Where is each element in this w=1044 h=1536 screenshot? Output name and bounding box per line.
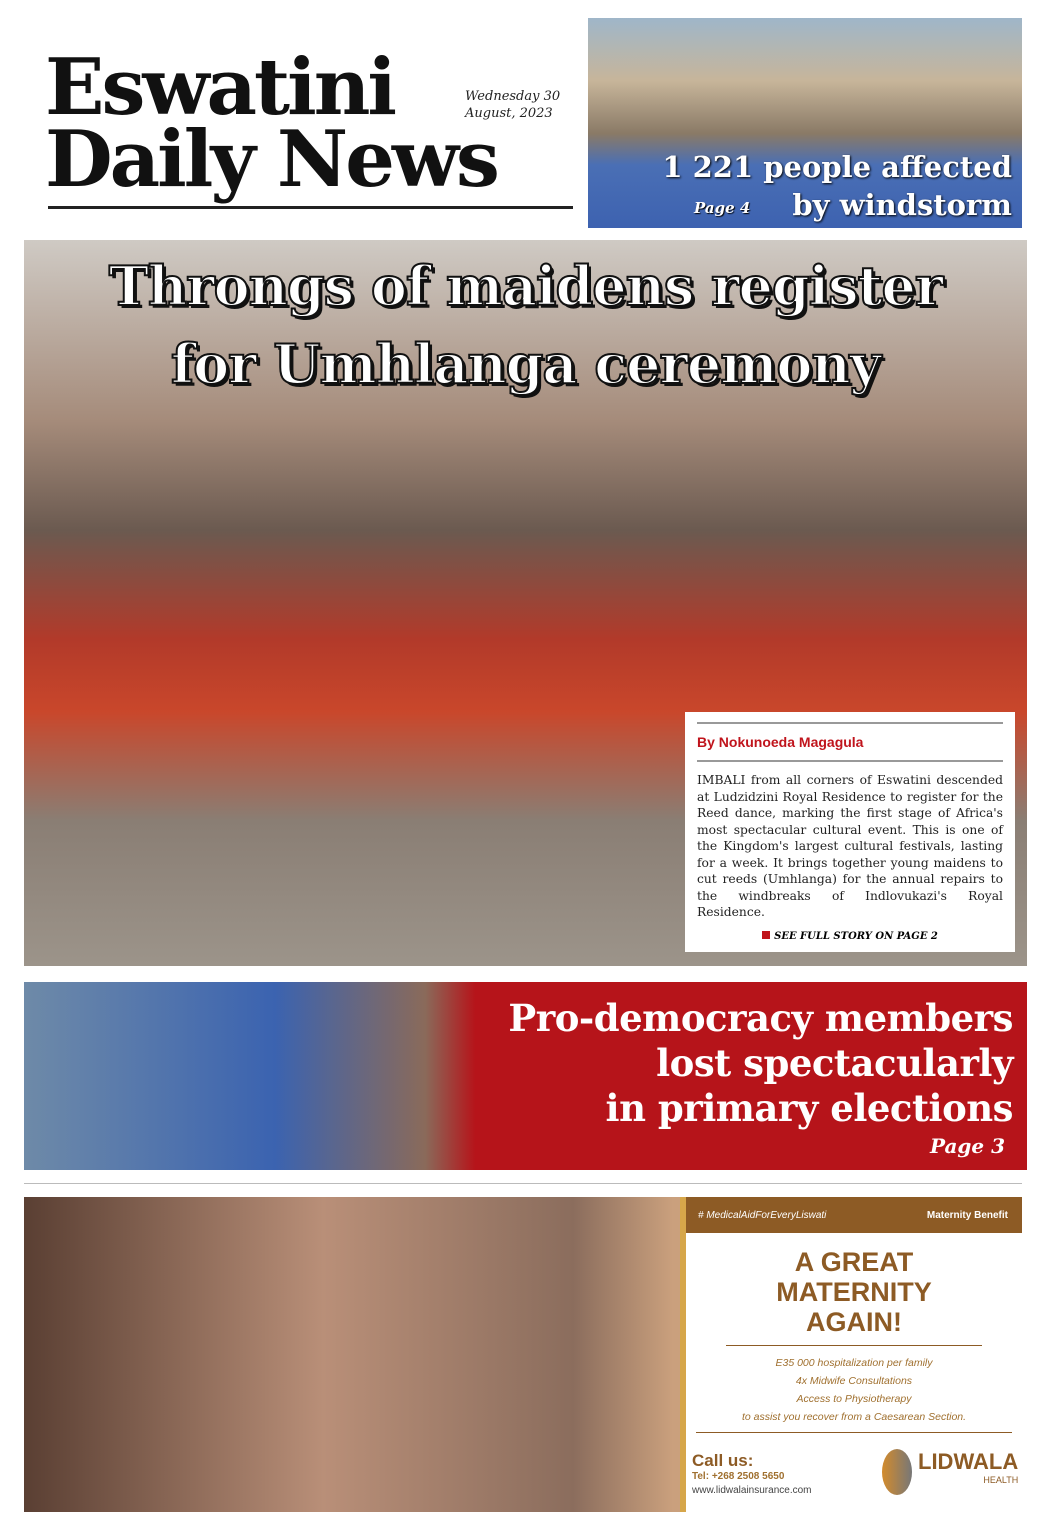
divider [24, 1183, 1022, 1184]
elections-headline-1: Pro-democracy members [508, 996, 1013, 1040]
benefit-tag: Maternity Benefit [926, 1209, 1008, 1221]
phone[interactable]: Tel: +268 2508 5650 [692, 1471, 785, 1482]
issue-date [465, 88, 560, 122]
advert-title [686, 1247, 1022, 1337]
see-more-text: SEE FULL STORY ON PAGE 2 [774, 930, 938, 942]
hashtag: # MedicalAidForEveryLiswati [698, 1209, 827, 1221]
advert-header [686, 1197, 1022, 1233]
lead-story [685, 712, 1015, 952]
see-full-story-link[interactable] [697, 931, 1003, 942]
date-line2: August, 2023 [465, 106, 553, 121]
masthead-line2: Daily News [45, 114, 497, 205]
teaser-page: Page 4 [694, 199, 751, 217]
title-3: AGAIN! [806, 1307, 902, 1337]
lidwala-logo-icon [882, 1449, 912, 1495]
benefit: 4x Midwife Consultations [795, 1375, 913, 1387]
call-us: Call us: [692, 1451, 754, 1470]
website-link[interactable]: www.lidwalainsurance.com [692, 1485, 812, 1496]
windstorm-teaser[interactable] [588, 18, 1022, 228]
lidwala-advert[interactable] [24, 1197, 1022, 1512]
elections-headline-2: lost spectacularly [656, 1041, 1013, 1085]
brand-sub: HEALTH [983, 1475, 1019, 1485]
title-1: A GREAT [794, 1247, 914, 1277]
byline: By Nokunoeda Magagula [697, 734, 864, 750]
square-bullet-icon [762, 931, 770, 939]
benefit: to assist you recover from a Caesarean Section. [741, 1411, 967, 1423]
advert-panel [680, 1197, 1022, 1512]
elections-page: Page 3 [929, 1134, 1005, 1158]
benefit: E35 000 hospitalization per family [775, 1357, 933, 1369]
benefits-list [686, 1354, 1022, 1426]
elections-headline-3: in primary elections [605, 1086, 1013, 1130]
date-line1: Wednesday 30 [465, 89, 561, 104]
lead-headline-2: for Umhlanga ceremony [170, 332, 881, 396]
lidwala-logo [918, 1449, 1018, 1485]
masthead-line1: Eswatini [45, 42, 395, 133]
story-body: IMBALI from all corners of Eswatini descended at Ludzidzini Royal Residence to register for the Reed dance, marking the first stage of Africa's most spectacular cultural event. This is one of the Kingdom's largest cultural festivals, lasting for a week. It brings together young maidens to cut reeds (Umhlanga) for the annual repairs to the windbreaks of Indlovukazi's Royal Residence. [697, 773, 1003, 919]
benefit: Access to Physiotherapy [796, 1393, 912, 1405]
title-2: MATERNITY [776, 1277, 932, 1307]
masthead [45, 42, 580, 222]
elections-story[interactable] [24, 982, 1027, 1170]
masthead-rule [48, 206, 573, 209]
teaser-line2: by windstorm [792, 188, 1012, 222]
lead-headline-1: Throngs of maidens register [108, 254, 943, 318]
teaser-line1: 1 221 people affected [662, 150, 1012, 184]
brand: LIDWALA [918, 1449, 1019, 1474]
